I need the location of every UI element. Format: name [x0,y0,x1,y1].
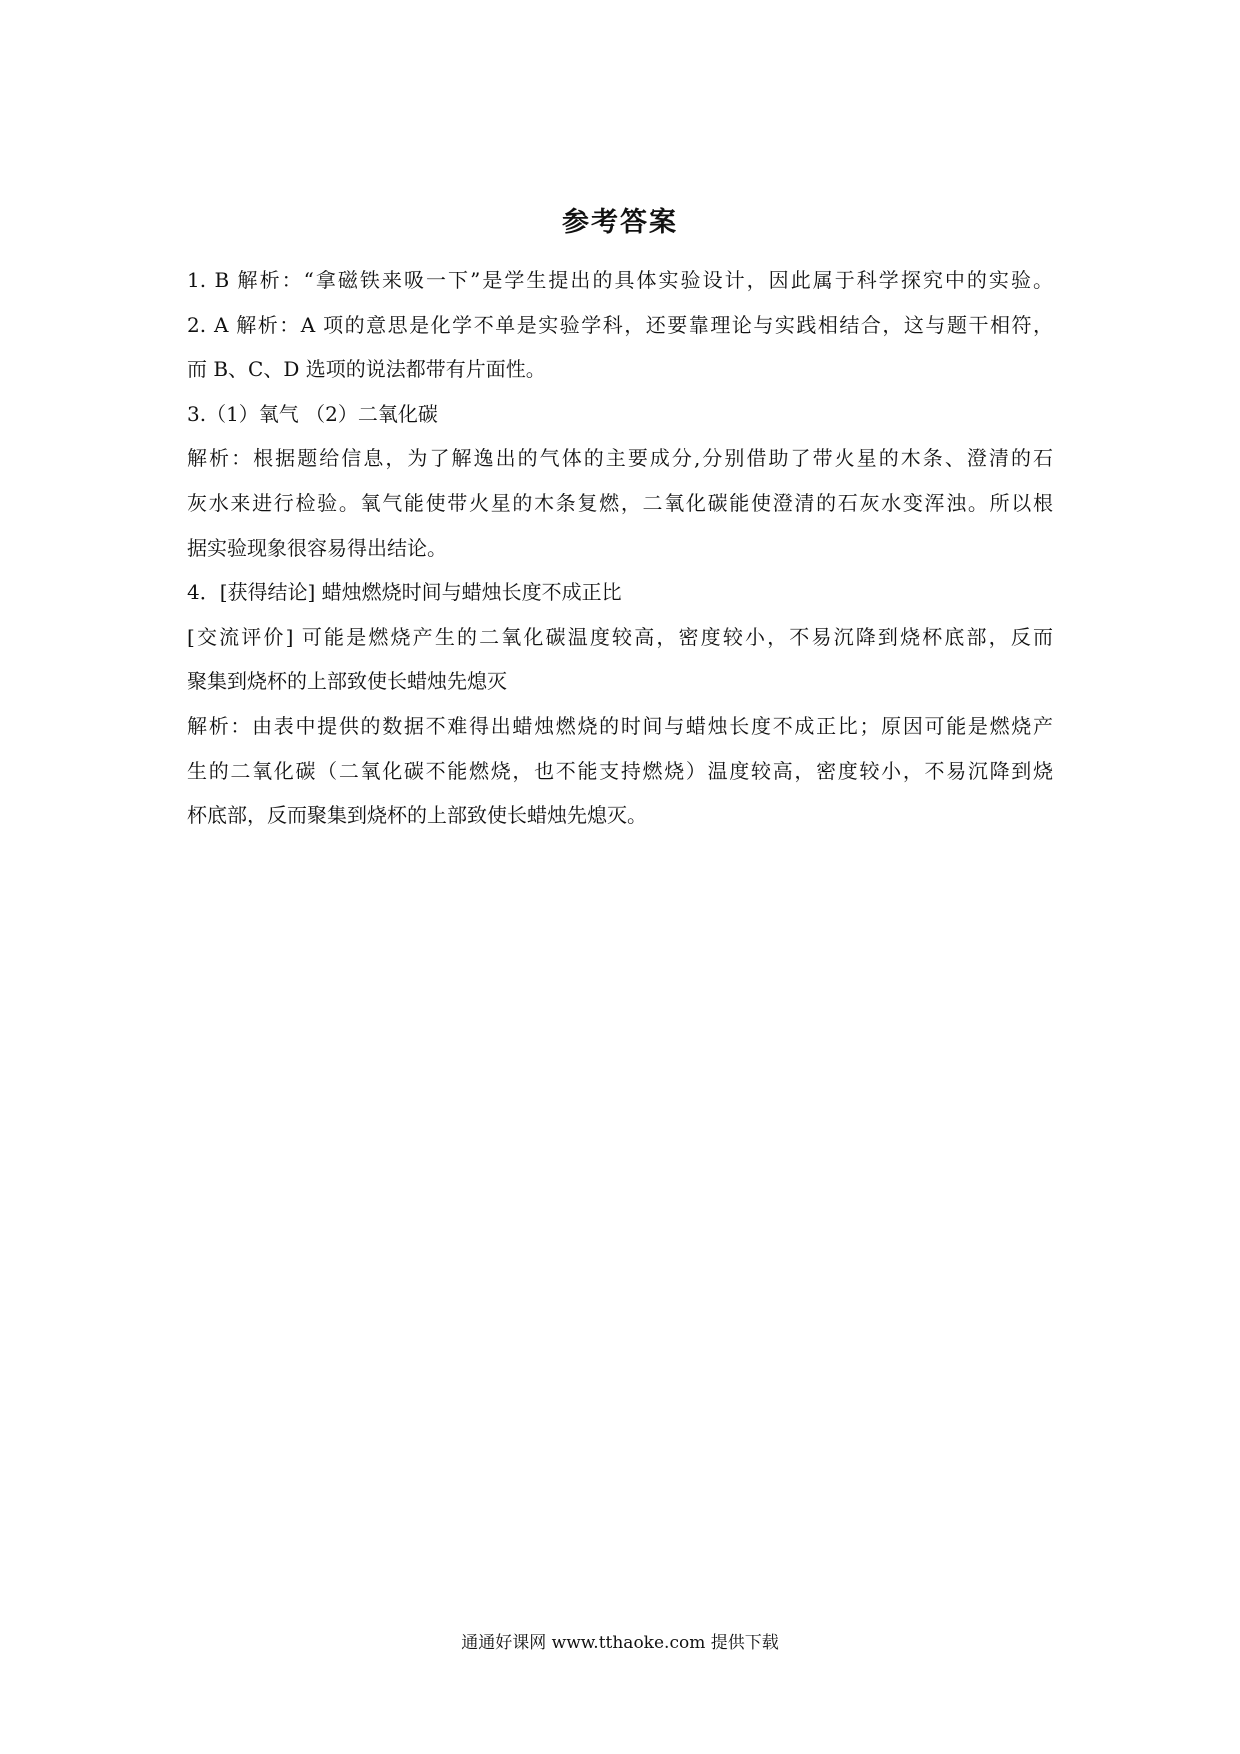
page-footer: 通通好课网 www.tthaoke.com 提供下载 [461,1633,779,1653]
answer-4-conclusion: 4．[获得结论] 蜡烛燃烧时间与蜡烛长度不成正比 [187,580,622,605]
answer-3-analysis-line-2: 灰水来进行检验。氧气能使带火星的木条复燃，二氧化碳能使澄清的石灰水变浑浊。所以根 [187,490,1053,515]
answer-4-evaluation-line-2: 聚集到烧杯的上部致使长蜡烛先熄灭 [187,669,507,694]
answer-3-analysis-line-3: 据实验现象很容易得出结论。 [187,535,447,560]
answer-4-analysis-line-1: 解析：由表中提供的数据不难得出蜡烛燃烧的时间与蜡烛长度不成正比；原因可能是燃烧产 [187,713,1053,738]
answer-1: 1. B 解析：“拿磁铁来吸一下”是学生提出的具体实验设计，因此属于科学探究中的实验。 [187,268,1053,292]
answer-4-evaluation-line-1: [交流评价] 可能是燃烧产生的二氧化碳温度较高，密度较小，不易沉降到烧杯底部，反而 [187,624,1053,649]
answer-2-line-1: 2. A 解析：A 项的意思是化学不单是实验学科，还要靠理论与实践相结合，这与题干相符， [187,312,1053,337]
answer-4-analysis-line-3: 杯底部，反而聚集到烧杯的上部致使长蜡烛先熄灭。 [187,803,647,828]
document-page [187,0,1053,1754]
answer-4-analysis-line-2: 生的二氧化碳（二氧化碳不能燃烧，也不能支持燃烧）温度较高，密度较小，不易沉降到烧 [187,758,1053,783]
answer-3: 3.（1）氧气 （2）二氧化碳 [187,401,438,426]
answer-2-line-2: 而 B、C、D 选项的说法都带有片面性。 [187,357,546,382]
page-title: 参考答案 [562,207,678,238]
answer-content [187,258,1053,838]
answer-3-analysis-line-1: 解析：根据题给信息，为了解逸出的气体的主要成分,分别借助了带火星的木条、澄清的石 [187,446,1053,471]
